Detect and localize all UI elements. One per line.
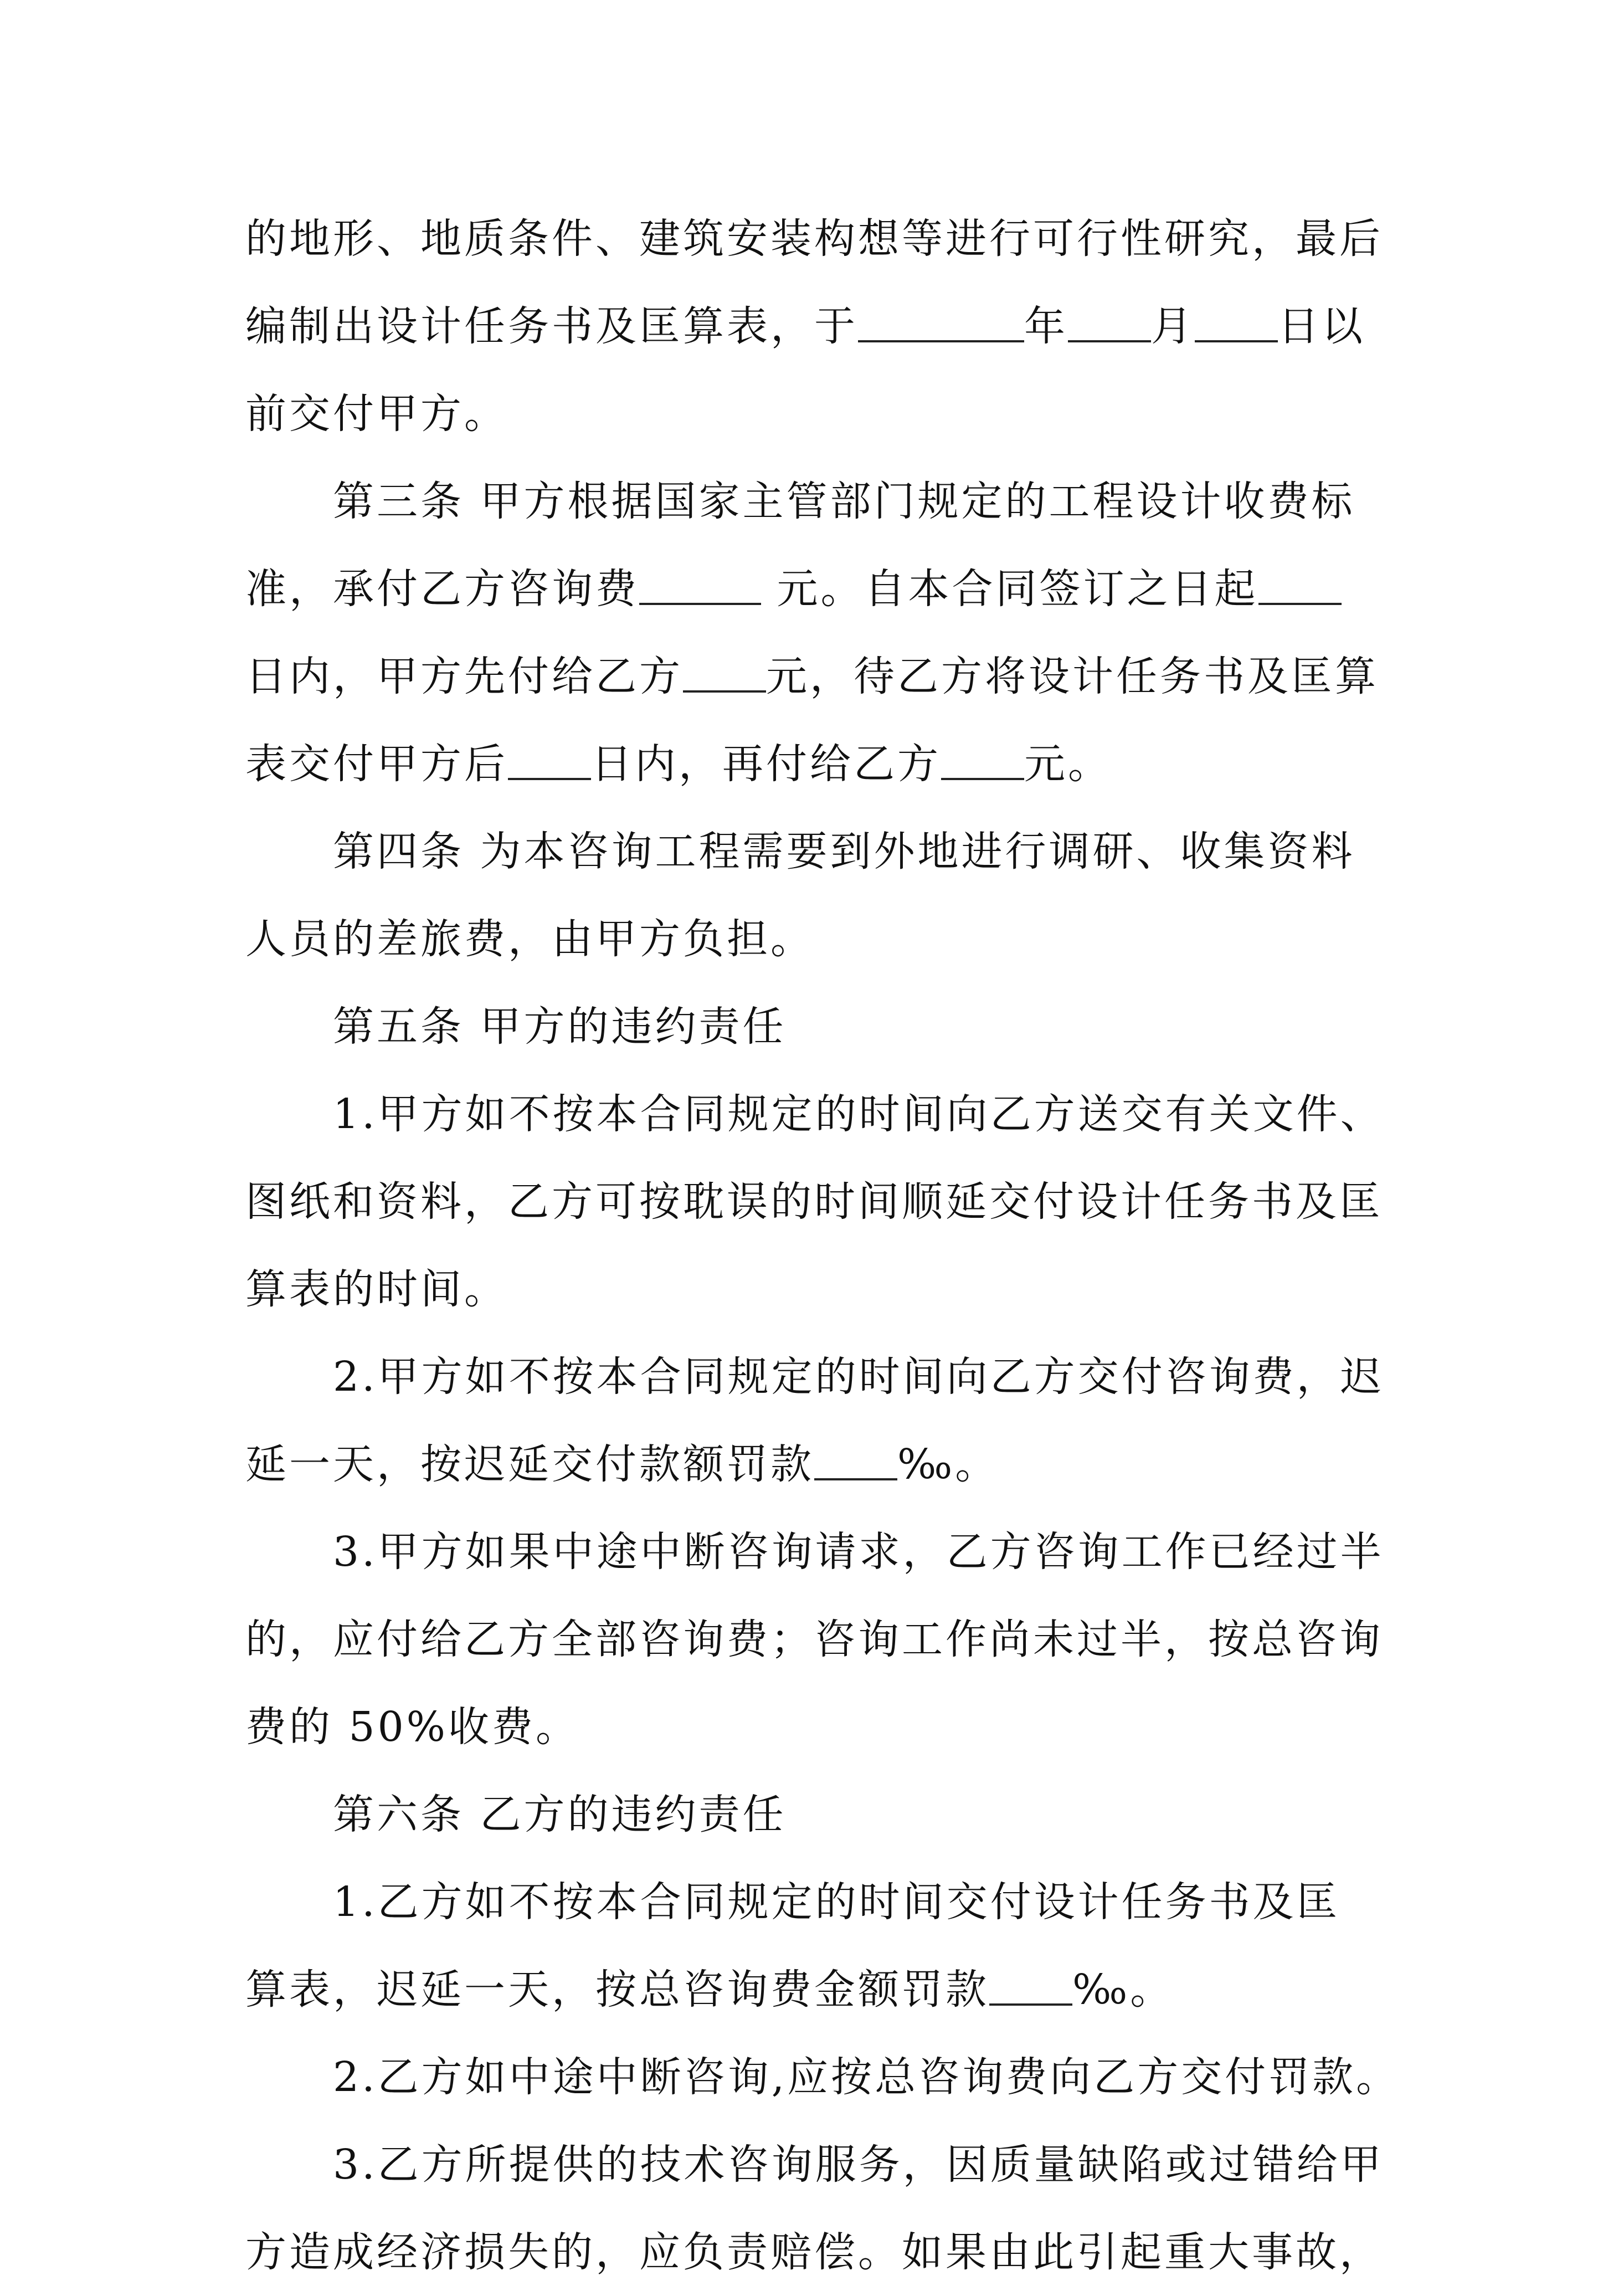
article-five-heading — [245, 983, 1375, 1070]
clause-item — [245, 2033, 1400, 2121]
text-line — [245, 283, 1375, 370]
line-text: 费的 50%收费。 — [245, 1703, 579, 1751]
clause-item — [245, 2121, 1384, 2208]
line-text: 算表的时间。 — [245, 1265, 508, 1313]
line-text: 1.乙方如不按本合同规定的时间交付设计任务书及匡 — [333, 1878, 1340, 1926]
line-text: 的，应付给乙方全部咨询费；咨询工作尚未过半，按总咨询 — [245, 1616, 1383, 1663]
fee-blank — [639, 564, 761, 605]
line-text: 日内，再付给乙方 — [591, 740, 941, 788]
text-line — [245, 1683, 1375, 1771]
line-text: 元。 — [1024, 740, 1112, 788]
line-text: 2.乙方如中途中断咨询,应按总咨询费向乙方交付罚款。 — [333, 2053, 1400, 2101]
text-line — [245, 370, 1375, 458]
text-line — [245, 720, 1375, 808]
line-text: 编制出设计任务书及匡算表，于 — [245, 303, 858, 350]
year-blank — [858, 301, 1024, 342]
line-text: 月 — [1151, 303, 1195, 350]
line-text: 3.乙方所提供的技术咨询服务，因质量缺陷或过错给甲 — [333, 2141, 1384, 2189]
text-line — [245, 895, 1375, 983]
clause-item — [245, 1858, 1375, 1946]
line-text: ‰。 — [897, 1441, 999, 1488]
text-line — [245, 1246, 1375, 1333]
line-text: 前交付甲方。 — [245, 390, 508, 438]
line-text: 元，待乙方将设计任务书及匡算 — [766, 653, 1379, 700]
line-text: 方造成经济损失的，应负责赔偿。如果由此引起重大事故， — [245, 2228, 1383, 2276]
line-text: 第四条 为本咨询工程需要到外地进行调研、收集资料 — [333, 828, 1355, 875]
line-text: 延一天，按迟延交付款额罚款 — [245, 1441, 814, 1488]
article-four-heading — [245, 808, 1375, 895]
clause-item — [245, 1333, 1384, 1421]
contract-page — [245, 195, 1400, 2296]
text-line — [245, 2208, 1383, 2296]
line-text: ‰。 — [1072, 1966, 1174, 2013]
text-line — [245, 1946, 1375, 2033]
line-text: 第三条 甲方根据国家主管部门规定的工程设计收费标 — [333, 478, 1355, 525]
amount-blank — [941, 739, 1024, 780]
line-text: 2.甲方如不按本合同规定的时间向乙方交付咨询费，迟 — [333, 1353, 1384, 1401]
text-line — [245, 1596, 1383, 1683]
penalty-rate-blank — [989, 1965, 1072, 2006]
clause-item — [245, 1070, 1384, 1158]
line-text: 日内，甲方先付给乙方 — [245, 653, 683, 700]
line-text: 准，承付乙方咨询费 — [245, 565, 639, 613]
text-line — [245, 633, 1379, 720]
amount-blank — [683, 652, 766, 693]
line-text: 第五条 甲方的违约责任 — [333, 1003, 787, 1050]
penalty-rate-blank — [814, 1439, 897, 1480]
line-text: 日以 — [1278, 303, 1365, 350]
days-blank — [1258, 564, 1342, 605]
line-text: 年 — [1024, 303, 1068, 350]
text-line — [245, 195, 1383, 283]
line-text: 3.甲方如果中途中断咨询请求，乙方咨询工作已经过半 — [333, 1528, 1384, 1576]
line-text: 图纸和资料，乙方可按耽误的时间顺延交付设计任务书及匡 — [245, 1178, 1383, 1226]
line-text: 的地形、地质条件、建筑安装构想等进行可行性研究，最后 — [245, 215, 1383, 263]
line-text: 第六条 乙方的违约责任 — [333, 1791, 787, 1838]
days-blank — [508, 739, 591, 780]
day-blank — [1195, 301, 1278, 342]
line-text: 元。自本合同签订之日起 — [761, 565, 1258, 613]
line-text: 人员的差旅费，由甲方负担。 — [245, 915, 814, 963]
text-line — [245, 545, 1375, 633]
article-three-heading — [245, 458, 1375, 545]
line-text: 算表，迟延一天，按总咨询费金额罚款 — [245, 1966, 989, 2013]
clause-item — [245, 1508, 1384, 1596]
text-line — [245, 1158, 1383, 1246]
month-blank — [1068, 301, 1151, 342]
article-six-heading — [245, 1771, 1375, 1858]
text-line — [245, 1421, 1375, 1508]
line-text: 表交付甲方后 — [245, 740, 508, 788]
line-text: 1.甲方如不按本合同规定的时间向乙方送交有关文件、 — [333, 1090, 1384, 1138]
